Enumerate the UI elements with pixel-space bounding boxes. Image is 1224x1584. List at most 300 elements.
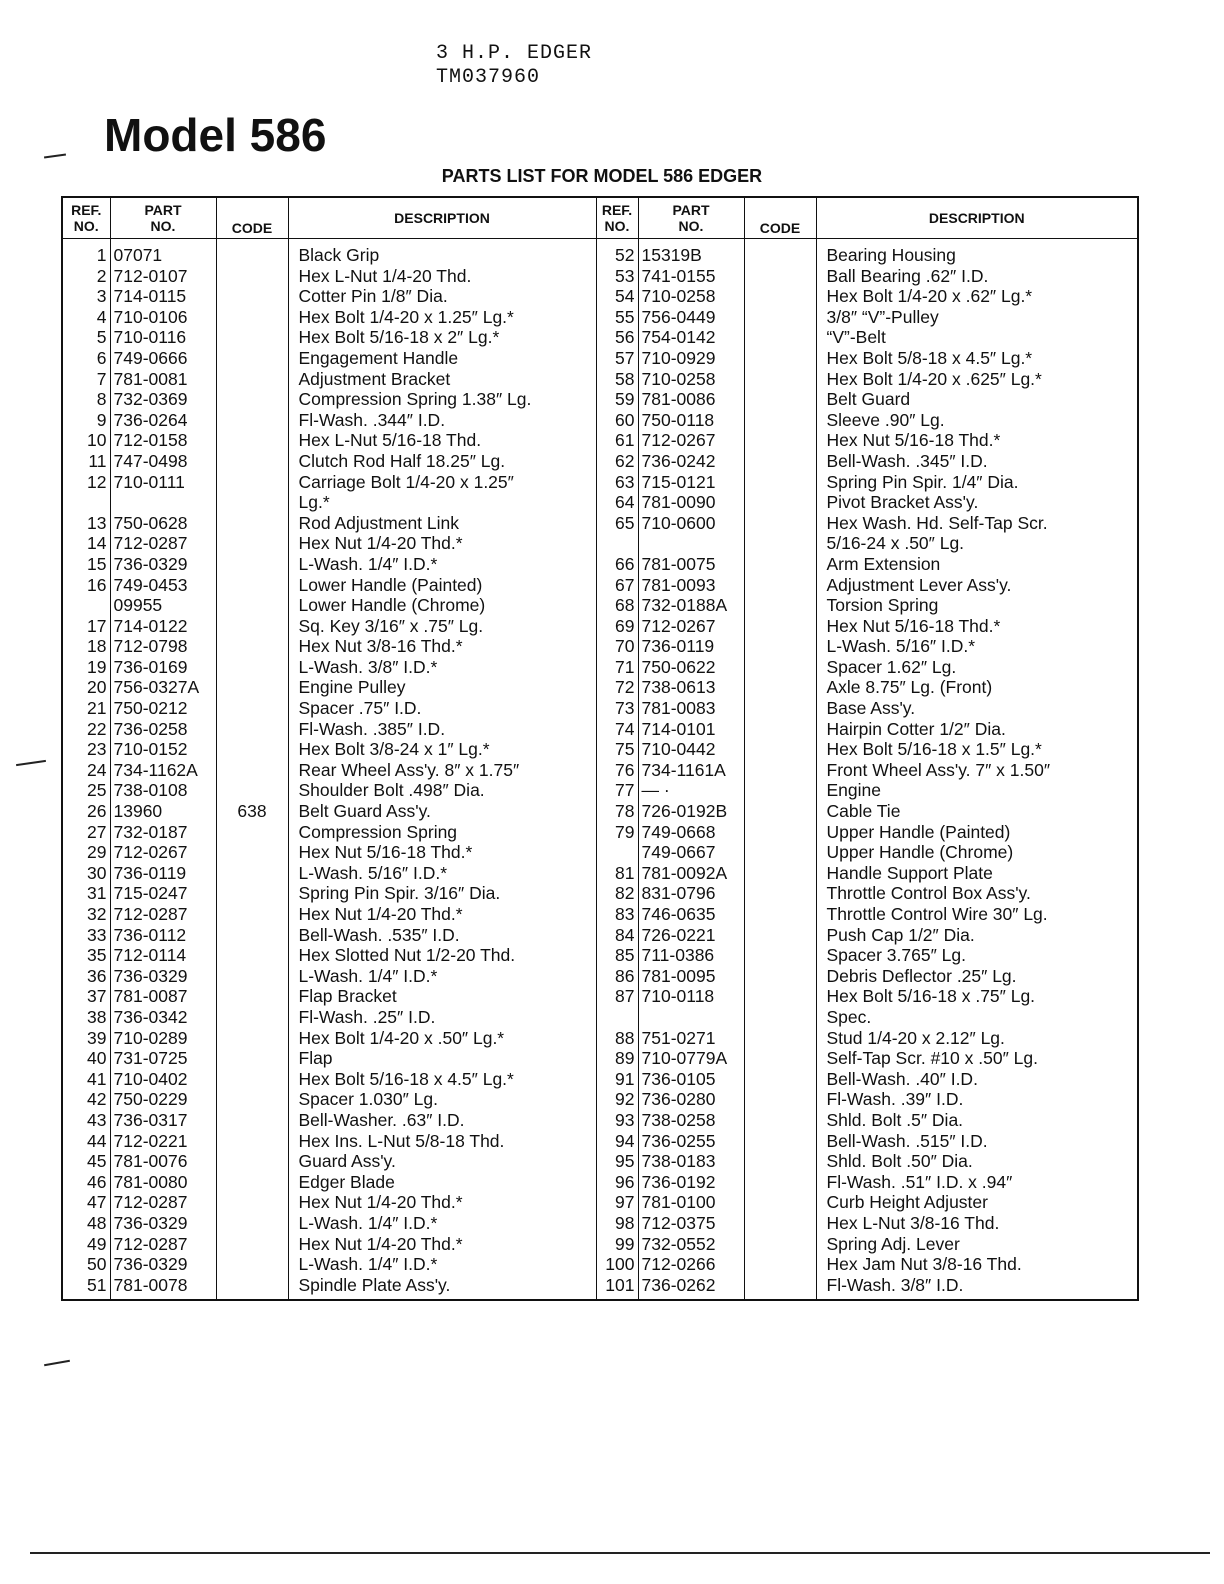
ref-no-cell: 73 (596, 698, 638, 719)
code-cell (744, 925, 816, 946)
ref-no-cell: 21 (62, 698, 110, 719)
description-cell: Spacer .75″ I.D. (288, 698, 596, 719)
table-row (62, 760, 1138, 781)
description-cell: Hex Nut 5/16-18 Thd.* (288, 842, 596, 863)
code-cell (216, 1089, 288, 1110)
code-cell (744, 430, 816, 451)
part-no-cell: 738-0183 (638, 1151, 744, 1172)
page-bottom-rule (30, 1552, 1210, 1554)
description-cell: Hex Bolt 1/4-20 x 1.25″ Lg.* (288, 307, 596, 328)
ref-no-cell: 53 (596, 266, 638, 287)
ref-no-cell: 79 (596, 822, 638, 843)
description-cell: Upper Handle (Chrome) (816, 842, 1138, 863)
table-row (62, 1048, 1138, 1069)
part-no-cell: 747-0498 (110, 451, 216, 472)
ref-no-cell: 22 (62, 719, 110, 740)
part-no-cell: 712-0287 (110, 904, 216, 925)
table-row (62, 513, 1138, 534)
part-no-cell: 732-0552 (638, 1234, 744, 1255)
table-row (62, 657, 1138, 678)
table-row (62, 1275, 1138, 1301)
part-no-cell: 710-0402 (110, 1069, 216, 1090)
code-cell (744, 883, 816, 904)
table-row (62, 1172, 1138, 1193)
code-cell (216, 595, 288, 616)
description-cell: Lower Handle (Chrome) (288, 595, 596, 616)
description-cell: Upper Handle (Painted) (816, 822, 1138, 843)
ref-no-cell: 56 (596, 327, 638, 348)
code-cell (216, 430, 288, 451)
part-no-cell: 710-0111 (110, 472, 216, 493)
ref-no-cell: 27 (62, 822, 110, 843)
part-no-cell: 712-0287 (110, 1234, 216, 1255)
description-cell: Belt Guard Ass'y. (288, 801, 596, 822)
ref-no-cell (62, 492, 110, 513)
ref-no-cell: 83 (596, 904, 638, 925)
ref-no-cell: 59 (596, 389, 638, 410)
table-header-row (62, 197, 1138, 239)
part-no-cell (638, 533, 744, 554)
part-no-cell: 715-0121 (638, 472, 744, 493)
ref-no-cell: 30 (62, 863, 110, 884)
table-row (62, 925, 1138, 946)
table-row (62, 883, 1138, 904)
ref-no-cell: 93 (596, 1110, 638, 1131)
part-no-cell: 736-0258 (110, 719, 216, 740)
description-cell: Hex L-Nut 5/16-18 Thd. (288, 430, 596, 451)
ref-no-cell: 4 (62, 307, 110, 328)
part-no-cell: 746-0635 (638, 904, 744, 925)
description-cell: Axle 8.75″ Lg. (Front) (816, 677, 1138, 698)
part-no-cell: 732-0187 (110, 822, 216, 843)
description-cell: Engagement Handle (288, 348, 596, 369)
description-cell: Hex Bolt 5/16-18 x 1.5″ Lg.* (816, 739, 1138, 760)
table-row (62, 822, 1138, 843)
description-cell: 5/16-24 x .50″ Lg. (816, 533, 1138, 554)
code-cell (744, 822, 816, 843)
code-cell (744, 554, 816, 575)
description-cell: Edger Blade (288, 1172, 596, 1193)
part-no-cell: 712-0266 (638, 1254, 744, 1275)
table-row (62, 348, 1138, 369)
description-cell: L-Wash. 5/16″ I.D.* (288, 863, 596, 884)
ref-no-cell: 33 (62, 925, 110, 946)
part-no-cell: 756-0327A (110, 677, 216, 698)
code-cell (744, 760, 816, 781)
table-row (62, 677, 1138, 698)
ref-no-cell: 1 (62, 239, 110, 266)
ref-no-cell: 16 (62, 575, 110, 596)
code-cell (216, 1131, 288, 1152)
table-row (62, 966, 1138, 987)
ref-no-cell: 26 (62, 801, 110, 822)
ref-no-cell: 99 (596, 1234, 638, 1255)
code-cell (744, 1234, 816, 1255)
part-no-cell: 750-0229 (110, 1089, 216, 1110)
ref-no-cell: 70 (596, 636, 638, 657)
description-cell: Bell-Washer. .63″ I.D. (288, 1110, 596, 1131)
code-cell (216, 327, 288, 348)
part-no-cell: 754-0142 (638, 327, 744, 348)
ref-no-cell: 71 (596, 657, 638, 678)
code-cell (744, 286, 816, 307)
ref-no-cell: 52 (596, 239, 638, 266)
ref-no-cell: 19 (62, 657, 110, 678)
table-row (62, 327, 1138, 348)
code-cell (744, 698, 816, 719)
ref-no-cell: 10 (62, 430, 110, 451)
description-cell: Hex Nut 5/16-18 Thd.* (816, 616, 1138, 637)
description-cell: Compression Spring 1.38″ Lg. (288, 389, 596, 410)
description-cell: Hex Jam Nut 3/8-16 Thd. (816, 1254, 1138, 1275)
part-no-cell: 736-0317 (110, 1110, 216, 1131)
table-row (62, 595, 1138, 616)
description-cell: Flap (288, 1048, 596, 1069)
table-row (62, 266, 1138, 287)
code-cell (216, 1151, 288, 1172)
ref-no-cell: 60 (596, 410, 638, 431)
part-no-cell: 781-0081 (110, 369, 216, 390)
description-cell: Spring Pin Spir. 3/16″ Dia. (288, 883, 596, 904)
description-header: DESCRIPTION (816, 197, 1138, 239)
part-no-cell: 712-0114 (110, 945, 216, 966)
part-no-cell: 726-0192B (638, 801, 744, 822)
part-no-cell: 712-0798 (110, 636, 216, 657)
part-no-cell: 726-0221 (638, 925, 744, 946)
code-cell (744, 1192, 816, 1213)
ref-no-cell: 42 (62, 1089, 110, 1110)
description-cell: Handle Support Plate (816, 863, 1138, 884)
code-cell (744, 945, 816, 966)
description-cell: Hex Bolt 5/16-18 x 4.5″ Lg.* (288, 1069, 596, 1090)
part-no-cell: 714-0115 (110, 286, 216, 307)
part-no-cell: 756-0449 (638, 307, 744, 328)
code-cell (216, 925, 288, 946)
description-cell: Debris Deflector .25″ Lg. (816, 966, 1138, 987)
description-cell: Fl-Wash. .385″ I.D. (288, 719, 596, 740)
part-no-cell: 710-0258 (638, 369, 744, 390)
table-row (62, 698, 1138, 719)
code-cell (744, 472, 816, 493)
ref-no-cell (62, 595, 110, 616)
code-cell (216, 636, 288, 657)
description-cell: Bearing Housing (816, 239, 1138, 266)
table-row (62, 554, 1138, 575)
description-cell: Spacer 1.62″ Lg. (816, 657, 1138, 678)
ref-no-cell: 97 (596, 1192, 638, 1213)
part-no-cell: 710-0600 (638, 513, 744, 534)
description-cell: Spacer 1.030″ Lg. (288, 1089, 596, 1110)
code-cell (744, 1048, 816, 1069)
part-no-cell: 749-0668 (638, 822, 744, 843)
part-no-cell (110, 492, 216, 513)
code-cell (216, 451, 288, 472)
description-cell: Spacer 3.765″ Lg. (816, 945, 1138, 966)
ref-no-cell: 63 (596, 472, 638, 493)
description-cell: Hex Nut 5/16-18 Thd.* (816, 430, 1138, 451)
part-no-cell: 710-0442 (638, 739, 744, 760)
description-cell: Spec. (816, 1007, 1138, 1028)
code-cell (744, 616, 816, 637)
description-cell: Spring Pin Spir. 1/4″ Dia. (816, 472, 1138, 493)
description-cell: Curb Height Adjuster (816, 1192, 1138, 1213)
description-header: DESCRIPTION (288, 197, 596, 239)
part-no-cell: 712-0158 (110, 430, 216, 451)
part-no-cell: 734-1161A (638, 760, 744, 781)
part-no-cell: 732-0369 (110, 389, 216, 410)
part-no-cell: 736-0329 (110, 554, 216, 575)
description-cell: L-Wash. 1/4″ I.D.* (288, 1254, 596, 1275)
code-cell (744, 410, 816, 431)
code-cell (216, 1028, 288, 1049)
description-cell: Arm Extension (816, 554, 1138, 575)
description-cell: L-Wash. 3/8″ I.D.* (288, 657, 596, 678)
code-cell (744, 904, 816, 925)
ref-no-cell: 92 (596, 1089, 638, 1110)
code-cell (744, 1089, 816, 1110)
description-cell: L-Wash. 1/4″ I.D.* (288, 1213, 596, 1234)
ref-no-cell: 91 (596, 1069, 638, 1090)
part-no-cell: 712-0375 (638, 1213, 744, 1234)
table-row (62, 1069, 1138, 1090)
description-cell: Spindle Plate Ass'y. (288, 1275, 596, 1301)
table-row (62, 1110, 1138, 1131)
ref-no-cell: 87 (596, 986, 638, 1007)
description-cell: Ball Bearing .62″ I.D. (816, 266, 1138, 287)
table-row (62, 801, 1138, 822)
description-cell: Hex Bolt 3/8-24 x 1″ Lg.* (288, 739, 596, 760)
description-cell: Sq. Key 3/16″ x .75″ Lg. (288, 616, 596, 637)
description-cell: Lg.* (288, 492, 596, 513)
code-cell (216, 1254, 288, 1275)
code-cell (216, 575, 288, 596)
part-no-cell: 715-0247 (110, 883, 216, 904)
code-cell (744, 533, 816, 554)
ref-no-cell: 57 (596, 348, 638, 369)
ref-no-cell: 12 (62, 472, 110, 493)
code-cell (744, 513, 816, 534)
description-cell: Carriage Bolt 1/4-20 x 1.25″ (288, 472, 596, 493)
code-cell (744, 307, 816, 328)
code-cell (216, 1275, 288, 1301)
part-header-line: NO. (150, 218, 176, 234)
ref-no-cell: 84 (596, 925, 638, 946)
code-cell (744, 1110, 816, 1131)
table-row (62, 945, 1138, 966)
part-no-cell: 712-0287 (110, 533, 216, 554)
part-no-cell: 831-0796 (638, 883, 744, 904)
part-no-cell: 07071 (110, 239, 216, 266)
ref-no-cell: 95 (596, 1151, 638, 1172)
ref-no-cell: 61 (596, 430, 638, 451)
code-cell (216, 513, 288, 534)
ref-no-cell: 6 (62, 348, 110, 369)
table-row (62, 239, 1138, 266)
ref-no-cell: 9 (62, 410, 110, 431)
table-row (62, 780, 1138, 801)
part-no-header (110, 197, 216, 239)
part-no-cell: 736-0112 (110, 925, 216, 946)
ref-no-cell: 14 (62, 533, 110, 554)
code-cell (744, 575, 816, 596)
table-row (62, 307, 1138, 328)
code-cell (744, 1069, 816, 1090)
parts-table (61, 196, 1139, 1301)
part-no-cell: 731-0725 (110, 1048, 216, 1069)
code-cell (744, 780, 816, 801)
ref-no-cell: 2 (62, 266, 110, 287)
part-no-cell: 749-0667 (638, 842, 744, 863)
part-no-cell: 15319B (638, 239, 744, 266)
description-cell: Bell-Wash. .515″ I.D. (816, 1131, 1138, 1152)
part-no-cell: 750-0622 (638, 657, 744, 678)
description-cell: Fl-Wash. .344″ I.D. (288, 410, 596, 431)
ref-header-line: NO. (73, 218, 99, 234)
ref-no-cell: 96 (596, 1172, 638, 1193)
ref-no-cell: 32 (62, 904, 110, 925)
part-no-cell: 711-0386 (638, 945, 744, 966)
part-no-cell: 738-0613 (638, 677, 744, 698)
code-cell (744, 1007, 816, 1028)
code-cell (744, 842, 816, 863)
part-no-cell: 712-0221 (110, 1131, 216, 1152)
table-row (62, 739, 1138, 760)
part-no-cell: 710-0258 (638, 286, 744, 307)
part-no-cell: 736-0242 (638, 451, 744, 472)
code-cell (216, 698, 288, 719)
description-cell: L-Wash. 1/4″ I.D.* (288, 966, 596, 987)
code-cell (216, 883, 288, 904)
description-cell: Bell-Wash. .535″ I.D. (288, 925, 596, 946)
ref-header-line: REF. (71, 202, 102, 218)
ref-no-cell: 68 (596, 595, 638, 616)
description-cell: Hairpin Cotter 1/2″ Dia. (816, 719, 1138, 740)
ref-no-cell: 15 (62, 554, 110, 575)
part-no-cell: 714-0122 (110, 616, 216, 637)
table-row (62, 451, 1138, 472)
description-cell: Shoulder Bolt .498″ Dia. (288, 780, 596, 801)
description-cell: Adjustment Bracket (288, 369, 596, 390)
code-cell (744, 1131, 816, 1152)
part-no-cell: 750-0118 (638, 410, 744, 431)
table-row (62, 1254, 1138, 1275)
table-row (62, 616, 1138, 637)
ref-no-cell: 24 (62, 760, 110, 781)
description-cell: Guard Ass'y. (288, 1151, 596, 1172)
code-cell (216, 842, 288, 863)
part-no-cell: 712-0267 (110, 842, 216, 863)
code-cell (216, 389, 288, 410)
description-cell: Throttle Control Wire 30″ Lg. (816, 904, 1138, 925)
ref-no-cell (596, 533, 638, 554)
ref-no-cell: 17 (62, 616, 110, 637)
code-cell (216, 533, 288, 554)
code-cell (216, 1069, 288, 1090)
code-cell (216, 348, 288, 369)
ref-no-cell: 101 (596, 1275, 638, 1301)
part-no-cell (638, 1007, 744, 1028)
part-no-cell: 712-0267 (638, 616, 744, 637)
ref-no-cell (596, 842, 638, 863)
code-cell (744, 1275, 816, 1301)
ref-no-cell: 43 (62, 1110, 110, 1131)
ref-no-cell: 41 (62, 1069, 110, 1090)
code-cell (744, 1213, 816, 1234)
part-header-line: PART (672, 202, 710, 218)
description-cell: L-Wash. 5/16″ I.D.* (816, 636, 1138, 657)
description-cell: Cable Tie (816, 801, 1138, 822)
code-cell (216, 719, 288, 740)
code-cell (216, 739, 288, 760)
ref-no-cell: 85 (596, 945, 638, 966)
ref-no-cell: 100 (596, 1254, 638, 1275)
description-cell: “V”-Belt (816, 327, 1138, 348)
margin-mark (44, 1360, 70, 1366)
part-no-cell: 736-0105 (638, 1069, 744, 1090)
description-cell: Rear Wheel Ass'y. 8″ x 1.75″ (288, 760, 596, 781)
ref-no-cell: 86 (596, 966, 638, 987)
part-no-cell: 734-1162A (110, 760, 216, 781)
code-header: CODE (744, 197, 816, 239)
part-no-cell: 710-0118 (638, 986, 744, 1007)
description-cell: Front Wheel Ass'y. 7″ x 1.50″ (816, 760, 1138, 781)
code-cell (744, 348, 816, 369)
code-cell (216, 554, 288, 575)
description-cell: Fl-Wash. 3/8″ I.D. (816, 1275, 1138, 1301)
part-no-cell: 781-0086 (638, 389, 744, 410)
table-row (62, 492, 1138, 513)
code-cell (744, 986, 816, 1007)
code-cell (216, 369, 288, 390)
part-no-cell: 13960 (110, 801, 216, 822)
code-cell (216, 1192, 288, 1213)
part-no-cell: 732-0188A (638, 595, 744, 616)
table-row (62, 1131, 1138, 1152)
ref-no-cell: 89 (596, 1048, 638, 1069)
part-no-cell: 738-0258 (638, 1110, 744, 1131)
ref-no-cell: 37 (62, 986, 110, 1007)
code-cell (216, 410, 288, 431)
part-no-cell: 736-0342 (110, 1007, 216, 1028)
part-no-cell: 09955 (110, 595, 216, 616)
part-no-cell: 781-0092A (638, 863, 744, 884)
ref-no-cell: 64 (596, 492, 638, 513)
ref-no-cell: 58 (596, 369, 638, 390)
part-no-cell: 751-0271 (638, 1028, 744, 1049)
description-cell: Fl-Wash. .39″ I.D. (816, 1089, 1138, 1110)
description-cell: Belt Guard (816, 389, 1138, 410)
ref-no-cell: 44 (62, 1131, 110, 1152)
parts-table-body (62, 239, 1138, 1301)
part-no-cell: 749-0453 (110, 575, 216, 596)
part-no-cell: 749-0666 (110, 348, 216, 369)
description-cell: Shld. Bolt .5″ Dia. (816, 1110, 1138, 1131)
ref-no-cell: 51 (62, 1275, 110, 1301)
description-cell: Hex Nut 1/4-20 Thd.* (288, 904, 596, 925)
description-cell: Hex Nut 3/8-16 Thd.* (288, 636, 596, 657)
description-cell: Hex L-Nut 3/8-16 Thd. (816, 1213, 1138, 1234)
table-row (62, 904, 1138, 925)
part-no-cell: 781-0093 (638, 575, 744, 596)
ref-no-cell: 7 (62, 369, 110, 390)
code-cell (216, 1213, 288, 1234)
table-row (62, 842, 1138, 863)
code-cell (216, 1172, 288, 1193)
part-no-cell: 736-0262 (638, 1275, 744, 1301)
table-row (62, 472, 1138, 493)
part-no-cell: 781-0083 (638, 698, 744, 719)
code-cell (216, 863, 288, 884)
